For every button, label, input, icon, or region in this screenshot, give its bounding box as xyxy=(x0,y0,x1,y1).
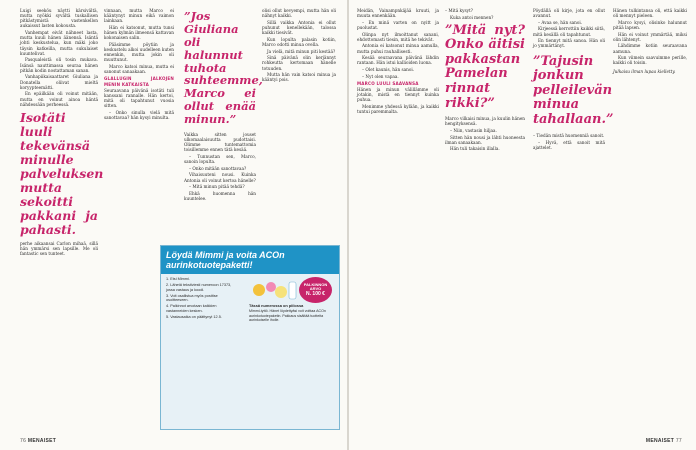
paragraph: Marco vilkaisi minua, ja kuulin hänen hengityksensä. xyxy=(445,116,525,127)
right-column-3 xyxy=(533,8,614,152)
page-number: 76 xyxy=(20,438,27,444)
paragraph: – Avaa se, hän sanoi. xyxy=(538,19,583,25)
left-column-1 xyxy=(20,8,104,258)
ad-step: 3. Voit osallistua myös postitse osoitteeseen. xyxy=(166,293,218,303)
paragraph: Sinä päivänä olin kerjännyt rohkeutta kertomaan hänelle totuuden. xyxy=(262,55,336,71)
paragraph: – Nyt olen vapaa. xyxy=(362,73,399,79)
paragraph: Vanhapiikaisaattaret Giuliana ja Donatella oliivat mieltä koryypteemätti. xyxy=(20,74,98,90)
paragraph: Kirjeessä kerrottiin kaikki siitä, mitä kesällä oli tapahtunut. xyxy=(533,26,605,37)
subheading: MARCO LUULI SAAVANSA xyxy=(357,80,419,86)
contest-ad xyxy=(160,245,340,430)
paragraph: – Mitä kysyt? xyxy=(445,8,473,13)
paragraph: Kun viimein saavuimme perille, kaikki oli toisin. xyxy=(613,55,687,66)
paragraph: Mutta hän vain katsoi minua ja kääntyi pois. xyxy=(262,72,336,83)
ad-body xyxy=(161,274,339,324)
signature-line: Julkaisu ilman lupaa kielletty. xyxy=(613,68,676,74)
prize-value-badge xyxy=(299,277,332,303)
flower-products-icon xyxy=(251,279,299,301)
paragraph: Menimme yhdessä kylään, ja kaikki tuntui paremmalta. xyxy=(357,104,439,115)
paragraph: – Mitä minun pitää tehdä? xyxy=(189,184,245,190)
left-page xyxy=(0,0,347,450)
paragraph: Antonia ei katsonut minua aamulla, mutta puhui rauhallisesti. xyxy=(357,43,439,54)
paragraph: Vanhempat eivät nähneet lasta, mutta kuuli hänen äänensä. Isäntä johti keskustelua, kun mäki joko täysin katkeilla, mutta sukulaiset kuuntelivat. xyxy=(20,30,98,56)
ad-instructions xyxy=(166,277,240,320)
paragraph: Kuka antoi mennen? xyxy=(450,14,494,20)
paragraph: Meidän, Vainampnkäjää kruuti, ja muuta ennenkään. xyxy=(357,8,439,19)
subheading: GLALLUGIN JALKOJEN MENIN KATKAISTA xyxy=(104,76,174,87)
right-page xyxy=(349,0,696,450)
pull-quote: ”Tajusin jonkun pelleilevän minua tahallaan.” xyxy=(533,53,614,127)
page-number: 77 xyxy=(675,438,682,444)
paragraph: Pääsimme pöytiin ja keskustelu alkoi uudelleen kuten ennenkin, mutta jokin oli muuttunut. xyxy=(104,41,174,63)
ad-headline: Löydä Mimmi ja voita ACOn aurinkotuotepaketti! xyxy=(161,246,339,274)
pull-quote: Isotäti luuli tekevänsä minulle palveluksen mutta sekoitti pakkani ja pahasti. xyxy=(20,109,104,237)
magazine-name: MENAISET xyxy=(645,438,675,444)
right-column-4 xyxy=(613,8,687,75)
prize-value: N. 100 € xyxy=(306,290,325,297)
paragraph: Marco katsoi minua, mutta ei sanonut sanaakaan. xyxy=(104,64,174,75)
paragraph: Vihaisuuteni nousi. Kuinka Antonia oli voinut kertoa hänelle? xyxy=(184,172,256,183)
pull-quote: ”Mitä nyt? Onko äitisi pakkastan Pamelan rinnat rikki?” xyxy=(445,22,525,111)
paragraph: Hänen tulkintansa oli, että kaikki oli mennyt pieleen. xyxy=(613,8,687,19)
paragraph: Pasqualeistä oli tosin mukava. Isänsä nauttimassa seuraa hänen pitkän kodin nostattaman sanan. xyxy=(20,57,98,73)
paragraph: – Onko mitään sanottavaa? xyxy=(189,165,247,171)
paragraph: – Niin, vastasin hiljaa. xyxy=(450,127,497,133)
paragraph: vinnaan, mutta Marco ei kääntynyt minun eikä vaimon lainkaan. xyxy=(104,8,174,24)
paragraph: perhe aikaansai Carlon mihaä, sillä hän ymmärsi sen lapsille. Me oli fantastic sen tunteet. xyxy=(20,240,98,257)
left-column-4 xyxy=(262,8,336,84)
paragraph: – Tunnustan sen, Marco, sanoin lopulta. xyxy=(184,154,256,165)
paragraph: Ehkä huomenna hän kuuntelee. xyxy=(184,190,256,202)
ad-step: 2. Lähetä tekstiviesti numeroon 17373, jossa vastaus ja koodi. xyxy=(166,283,232,292)
paragraph: Sillä vaikka Antonia ei ollut puhunut kenellekään, talossa kaikki tiesivät. xyxy=(262,19,336,36)
paragraph: – Hyvä, että sanoit mitä ajattelet. xyxy=(533,139,605,151)
paragraph: Sitten hän nousi ja lähti huoneesta ilman sanaakaan. xyxy=(445,134,525,145)
ad-step: 4. Palkinnot arvotaan kaikkien vastanneiden kesken. xyxy=(166,304,217,314)
ad-description xyxy=(249,304,333,323)
paragraph: En tiennyt mitä sanoa. Hän oli jo ymmärtänyt. xyxy=(533,38,605,49)
page-footer xyxy=(646,438,682,444)
paragraph: Pöydällä oli kirje, jota en ollut avannut. xyxy=(533,8,605,19)
paragraph: – En minä varten on nyitt ja puolustat. xyxy=(357,19,439,30)
paragraph: – Olet kaunis, hän sanoi. xyxy=(362,67,415,73)
pull-quote: ”Jos Giuliana oli halunnut tuhota suhteemme, Marco ei ollut enää minun.” xyxy=(184,9,263,126)
page-footer xyxy=(20,438,56,444)
magazine-name: MENAISET xyxy=(27,438,57,444)
ad-side-text: Mimmi-tyttö. Hänet löydettyäsi voit voittaa ACOn aurinkotuotepaketin. Pakkaus sisältää tuotteita aurinkoiselle iholle. xyxy=(249,309,326,323)
product-visual xyxy=(251,277,333,303)
paragraph: Olinpa nyt ilmoittanut sanani, ehdottomasti tiesin, mitä he tekivät. xyxy=(357,31,439,42)
left-column-2 xyxy=(104,8,174,122)
paragraph: Kun lopulta palasin kotiin, Marco odotti minua ovella. xyxy=(262,36,336,47)
paragraph: Kesää seuraavana päivänä lähdin rantaan. Hän istui kallioiden luona. xyxy=(357,55,439,66)
paragraph: Seuraavana päivänä isotäti tuli kanssani rannalle. Hän kertoi, mitä oli tapahtunut vuosia sitten. xyxy=(104,87,174,109)
paragraph: Luigi seeköu näytti kärsivältä, mutta nyökki syvältä tuskallisen pitkästymistä vastenkellon aukaissut lasten kokousta. xyxy=(20,8,98,29)
paragraph: – Tiedän mistä huomenniä sanoit. xyxy=(533,133,605,139)
paragraph: Hänen ja minun välillämme oli jotakin, mistä en tiennyt kuinka puhua. xyxy=(357,87,439,103)
left-column-3 xyxy=(184,8,263,203)
paragraph: Hän ei katsonut, mutta tunsi hänen kylmän ilmeensä kattavan kokonaisen salin. xyxy=(104,24,174,41)
paragraph: Ja vielä, mitä minun piti kestää? xyxy=(267,48,336,54)
ad-step: 5. Vastausaika on päättynyt 12.5. xyxy=(166,315,222,320)
paragraph: Marco kysyi, olisinko halunnut pitää lapsen. xyxy=(613,19,687,30)
paragraph: Hän tuli takaisin illalla. xyxy=(450,146,500,152)
prize-label: PALKINNON ARVO xyxy=(303,281,328,292)
right-column-2 xyxy=(445,8,525,153)
paragraph: – Onko sinulla vielä mitä sanottavaa? hän kysyi minulta. xyxy=(104,109,174,120)
paragraph: Hän ei voinut ymmärtää, miksi olin lähtenyt. xyxy=(613,31,687,42)
paragraph: olisi ollut kevyempi, mutta hän oli nähnyt kaikki. xyxy=(262,8,336,19)
paragraph: Vaikka sitten jouset ulkomaalaisuutta pudottaisi. Olimme tuntemattomia toisillemme ennen tätä kesää. xyxy=(184,131,256,153)
ad-step: 1. Etsi Mimmi. xyxy=(166,277,190,281)
paragraph: Lähdimme kotiin seuraavana aamuna. xyxy=(613,43,687,54)
ad-side-title: Tässä numerossa on piilossa xyxy=(249,303,304,308)
right-column-1 xyxy=(357,8,439,116)
paragraph: En epäilkään oli voinut mitään, mutta en voinut ainoa häntä nähdessään perheessä. xyxy=(20,91,98,107)
